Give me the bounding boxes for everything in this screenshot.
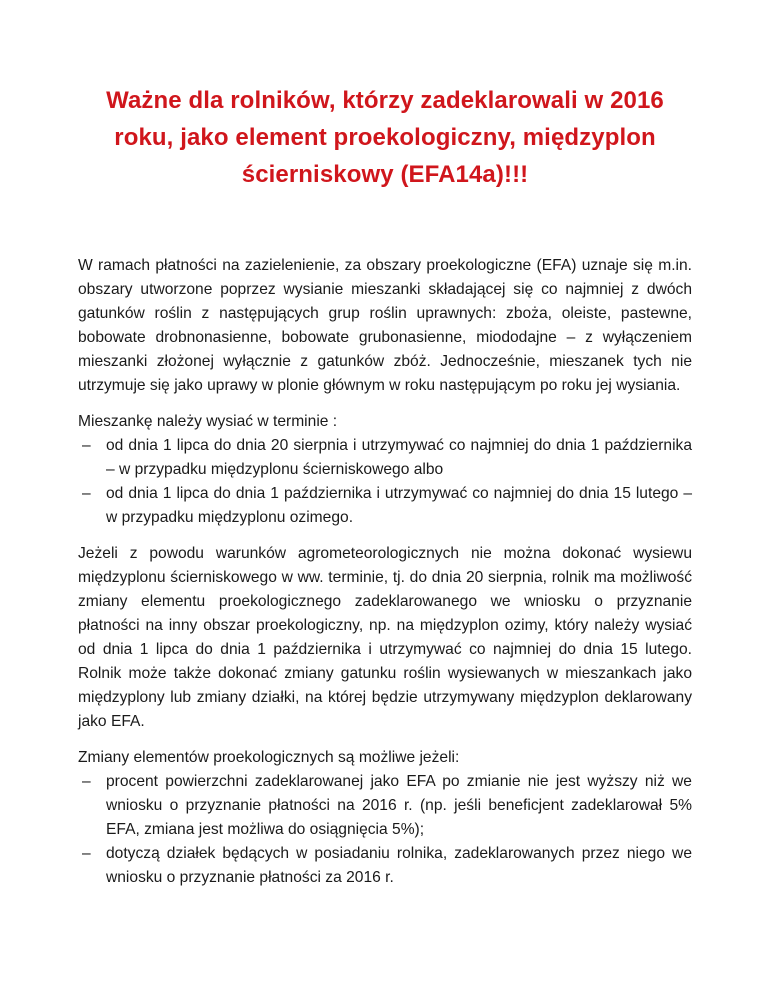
dash-bullet: – (82, 485, 91, 502)
list-item-text: dotyczą działek będących w posiadaniu rolnika, zadeklarowanych przez niego we wniosku o przyznanie płatności za 2016 r. (106, 845, 692, 886)
list-item-text: procent powierzchni zadeklarowanej jako EFA po zmianie nie jest wyższy niż we wniosku o przyznanie płatności na 2016 r. (np. jeśli beneficjent zadeklarował 5% EFA, zmiana jest możliwa do osiągnięcia 5%); (106, 773, 692, 838)
changes-intro: Zmiany elementów proekologicznych są możliwe jeżeli: (78, 749, 460, 766)
list-item-text: od dnia 1 lipca do dnia 20 sierpnia i utrzymywać co najmniej do dnia 1 października – w przypadku międzyplonu ścierniskowego albo (106, 437, 692, 478)
weather-paragraph: Jeżeli z powodu warunków agrometeorologicznych nie można dokonać wysiewu międzyplonu ścierniskowego w ww. terminie, tj. do dnia 20 sierpnia, rolnik ma możliwość zmiany elementu proekologicznego zadeklarowanego we wniosku o przyznanie płatności na inny obszar proekologiczny, np. na międzyplon ozimy, który należy wysiać od dnia 1 lipca do dnia 1 października i utrzymywać co najmniej do dnia 15 lutego. Rolnik może także dokonać zmiany gatunku roślin wysiewanych w mieszankach jako międzyplony lub zmiany działki, na której będzie utrzymywany międzyplon deklarowany jako EFA. (78, 545, 692, 730)
intro-paragraph: W ramach płatności na zazielenienie, za obszary proekologiczne (EFA) uznaje się m.in. obszary utworzone poprzez wysianie mieszanki składającej się co najmniej z dwóch gatunków roślin z następujących grup roślin uprawnych: zboża, oleiste, pastewne, bobowate drobnonasienne, bobowate grubonasienne, miododajne – z wyłączeniem mieszanki złożonej wyłącznie z gatunków zbóż. Jednocześnie, mieszanek tych nie utrzymuje się jako uprawy w plonie głównym w roku następującym po roku jej wysiania. (78, 257, 692, 394)
dash-bullet: – (82, 845, 91, 862)
list-item (78, 434, 692, 482)
document-title: Ważne dla rolników, którzy zadeklarowali w 2016 roku, jako element proekologiczny, międzyplon ścierniskowy (EFA14a)!!! (106, 87, 664, 188)
list-item (78, 770, 692, 842)
changes-list (78, 770, 692, 890)
sowing-intro: Mieszankę należy wysiać w terminie : (78, 413, 338, 430)
list-item (78, 842, 692, 890)
document-page (78, 82, 692, 890)
dash-bullet: – (82, 773, 91, 790)
list-item (78, 482, 692, 530)
sowing-list (78, 434, 692, 530)
dash-bullet: – (82, 437, 91, 454)
list-item-text: od dnia 1 lipca do dnia 1 października i utrzymywać co najmniej do dnia 15 lutego – w przypadku międzyplonu ozimego. (106, 485, 692, 526)
